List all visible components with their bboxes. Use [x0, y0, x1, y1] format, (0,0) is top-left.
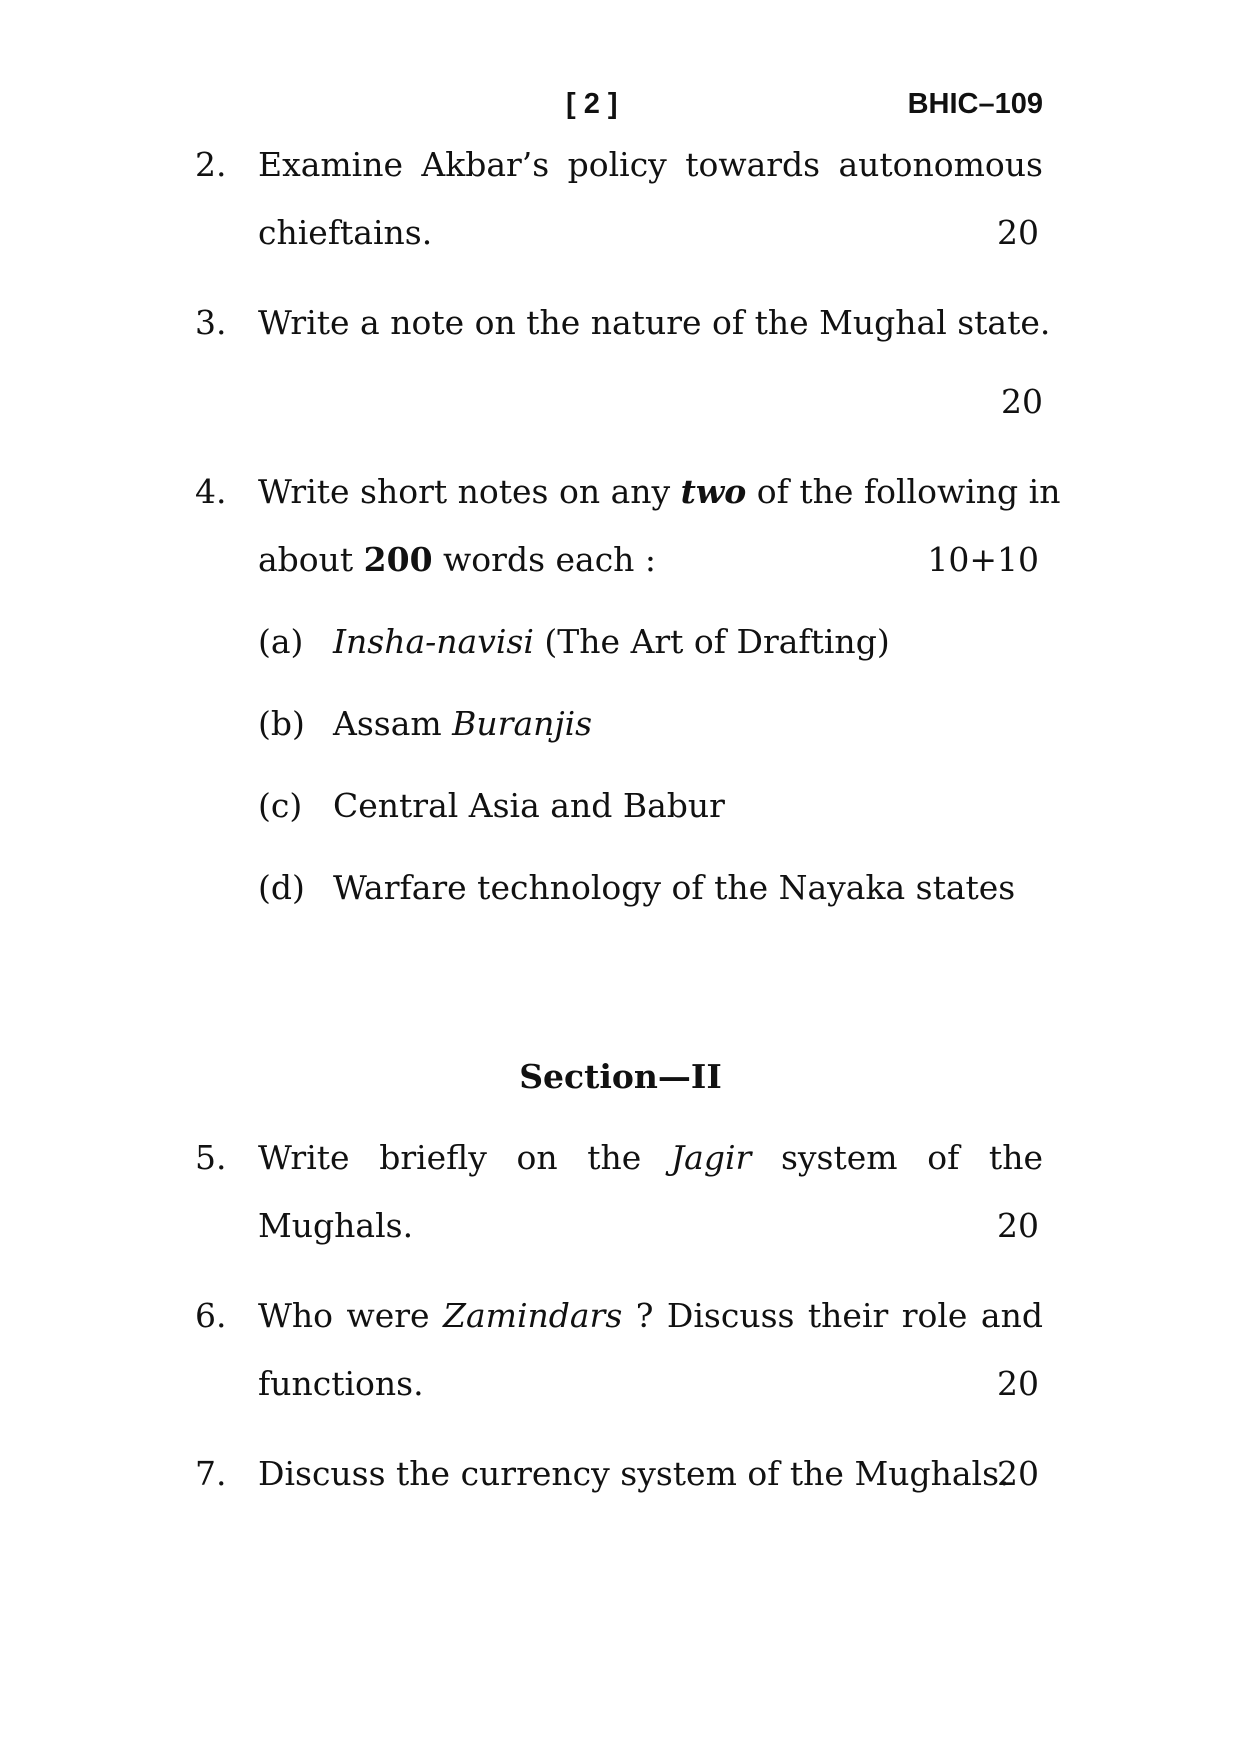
sub-item-label: (d)	[258, 868, 305, 907]
sub-item-text: Assam Buranjis	[333, 704, 593, 743]
marks: 10+10	[927, 540, 1039, 579]
sub-item-label: (c)	[258, 786, 303, 825]
page-number: [ 2 ]	[566, 88, 618, 120]
question-number: 2.	[195, 145, 227, 184]
sub-item-label: (a)	[258, 622, 304, 661]
question-text-cont: Mughals.	[258, 1206, 414, 1245]
sub-item-text: Warfare technology of the Nayaka states	[333, 868, 1016, 907]
question-text: Write briefly on the Jagir system of the	[258, 1138, 1043, 1177]
question-text-cont: chieftains.	[258, 213, 433, 252]
marks: 20	[1001, 382, 1043, 421]
question-number: 7.	[195, 1454, 227, 1493]
sub-item-text: Central Asia and Babur	[333, 786, 725, 825]
marks: 20	[997, 1206, 1039, 1245]
question-text-cont: about 200 words each :	[258, 540, 657, 579]
question-number: 5.	[195, 1138, 227, 1177]
question-number: 6.	[195, 1296, 227, 1335]
question-number: 4.	[195, 472, 227, 511]
question-text: Examine Akbar’s policy towards autonomous	[258, 145, 1043, 184]
question-number: 3.	[195, 303, 227, 342]
marks: 20	[997, 213, 1039, 252]
question-text: Write a note on the nature of the Mughal state.	[258, 303, 1051, 342]
question-text-cont: functions.	[258, 1364, 424, 1403]
sub-item-label: (b)	[258, 704, 305, 743]
marks: 20	[997, 1454, 1039, 1493]
question-text: Write short notes on any two of the following in	[258, 472, 1061, 511]
section-heading: Section—II	[519, 1057, 722, 1096]
marks: 20	[997, 1364, 1039, 1403]
course-code: BHIC–109	[907, 88, 1043, 120]
question-text: Discuss the currency system of the Mughals.	[258, 1454, 1010, 1493]
sub-item-text: Insha-navisi (The Art of Drafting)	[333, 622, 890, 661]
question-text: Who were Zamindars ? Discuss their role and	[258, 1296, 1043, 1335]
